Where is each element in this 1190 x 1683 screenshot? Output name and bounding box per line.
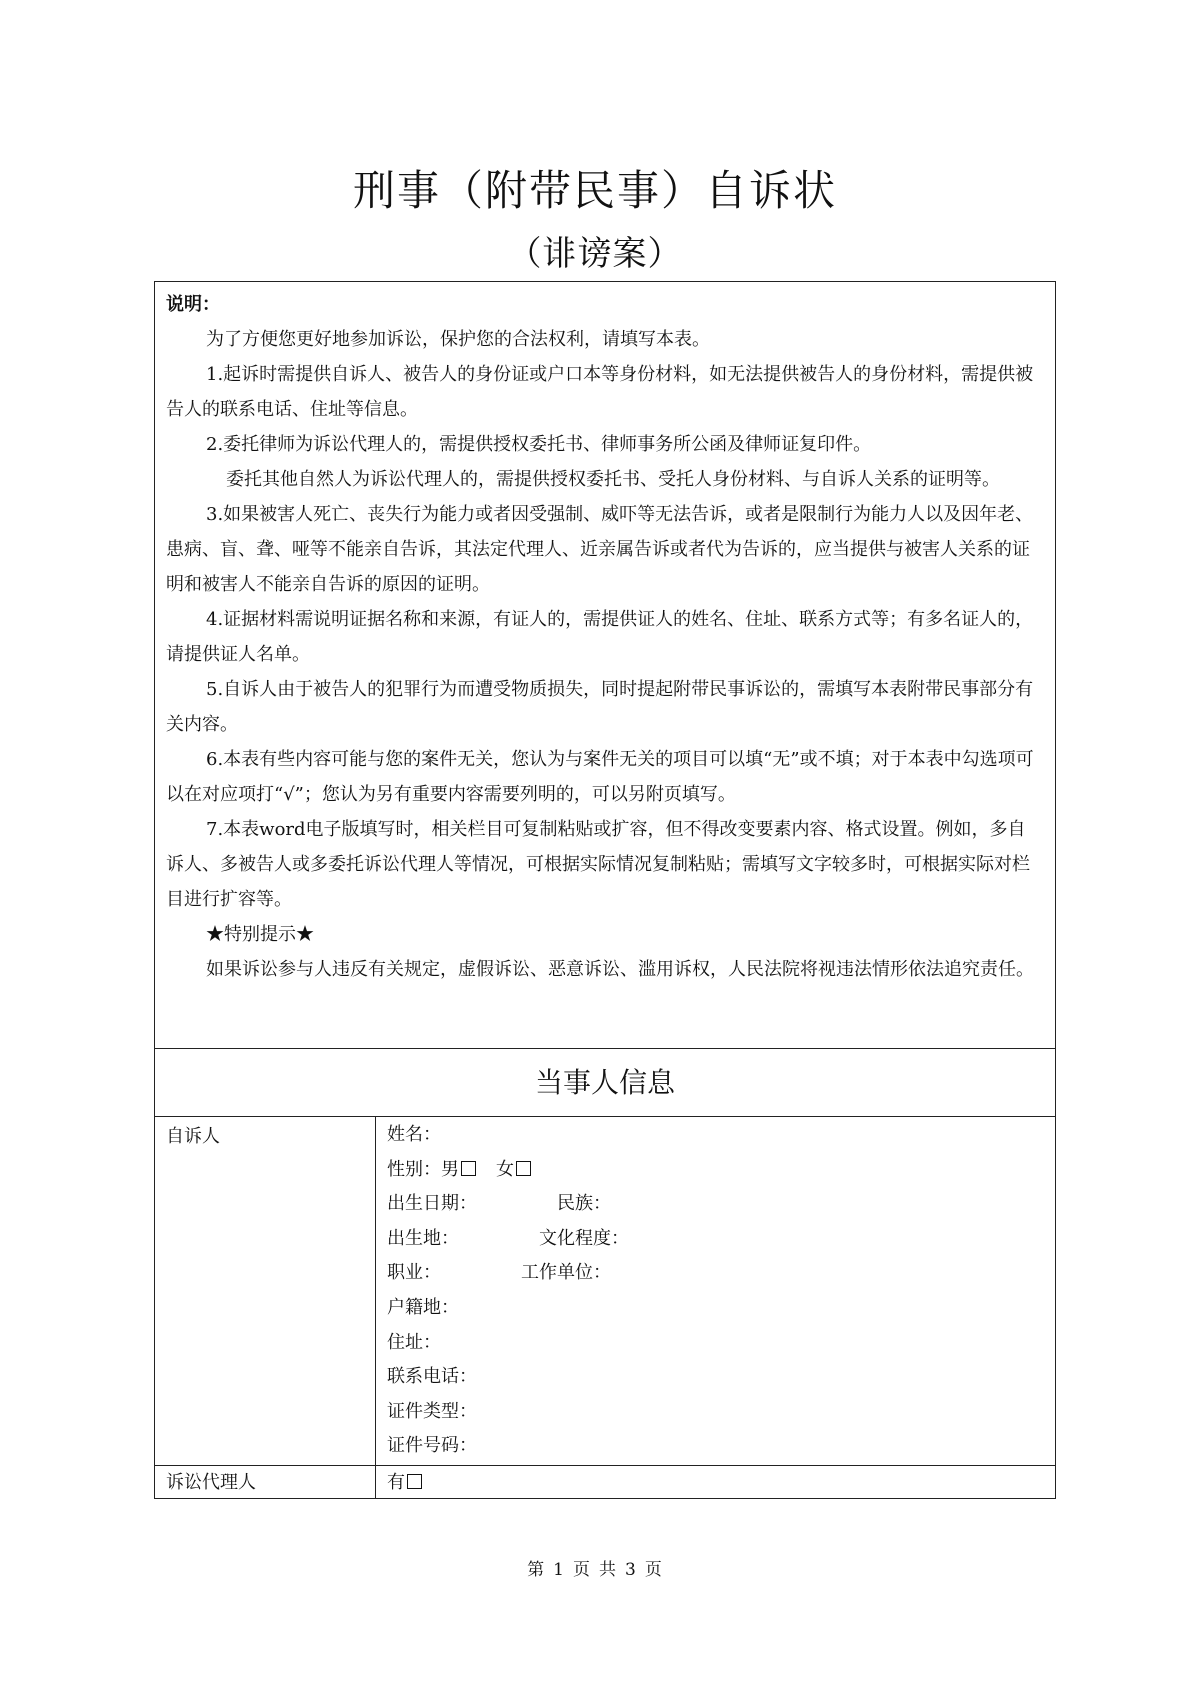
- instruction-item-6: 6.本表有些内容可能与您的案件无关，您认为与案件无关的项目可以填“无”或不填；对于本表中勾选项可以在对应项打“√”；您认为另有重要内容需要列明的，可以另附页填写。: [166, 749, 1034, 805]
- agent-label: 诉讼代理人: [166, 1472, 256, 1493]
- address-field[interactable]: [387, 1326, 629, 1361]
- address-label: 住址：: [387, 1331, 441, 1353]
- instruction-item-1: 1.起诉时需提供自诉人、被告人的身份证或户口本等身份材料，如无法提供被告人的身份材料，需提供被告人的联系电话、住址等信息。: [166, 364, 1034, 420]
- id-type-label: 证件类型：: [387, 1400, 477, 1422]
- instruction-item-7: 7.本表word电子版填写时，相关栏目可复制粘贴或扩容，但不得改变要素内容、格式设置。例如，多自诉人、多被告人或多委托诉讼代理人等情况，可根据实际情况复制粘贴；需填写文字较多时，可根据实际对栏目进行扩容等。: [166, 819, 1030, 910]
- instruction-item-3: 3.如果被害人死亡、丧失行为能力或者因受强制、威吓等无法告诉，或者是限制行为能力人以及因年老、患病、盲、聋、哑等不能亲自告诉，其法定代理人、近亲属告诉或者代为告诉的，应当提供与被害人关系的证明和被害人不能亲自告诉的原因的证明。: [166, 504, 1034, 595]
- total-word: 共: [599, 1560, 617, 1580]
- female-checkbox[interactable]: [516, 1161, 531, 1176]
- instructions-section: [155, 282, 1054, 987]
- form-table: [154, 281, 1056, 1499]
- birth-ethnicity-row: [387, 1187, 629, 1222]
- agent-has-checkbox[interactable]: [407, 1474, 422, 1489]
- column-divider: [375, 1117, 376, 1499]
- household-registration-label: 户籍地：: [387, 1296, 459, 1318]
- total-unit: 页: [644, 1560, 663, 1580]
- name-field[interactable]: [387, 1118, 629, 1153]
- instruction-item-4: 4.证据材料需说明证据名称和来源，有证人的，需提供证人的姓名、住址、联系方式等；有多名证人的，请提供证人名单。: [166, 609, 1034, 665]
- instructions-intro: 为了方便您更好地参加诉讼，保护您的合法权利，请填写本表。: [206, 329, 710, 350]
- workplace-label[interactable]: 工作单位：: [521, 1262, 611, 1284]
- household-registration-field[interactable]: [387, 1291, 629, 1326]
- name-label: 姓名：: [387, 1124, 441, 1145]
- page-unit: 页: [573, 1560, 591, 1580]
- document-title: 刑事（附带民事）自诉状: [352, 166, 837, 215]
- plaintiff-fields: [387, 1118, 629, 1464]
- special-notice-text: 如果诉讼参与人违反有关规定，虚假诉讼、恶意诉讼、滥用诉权，人民法院将视违法情形依法追究责任。: [206, 959, 1034, 980]
- id-number-label: 证件号码：: [387, 1435, 477, 1457]
- instructions-heading: 说明：: [166, 294, 220, 315]
- male-label: 男: [441, 1158, 459, 1180]
- table-divider: [155, 1116, 1055, 1117]
- special-notice-heading: ★特别提示★: [206, 924, 314, 945]
- document-subtitle: （诽谤案）: [507, 234, 683, 274]
- page-footer: [0, 1555, 1190, 1580]
- phone-field[interactable]: [387, 1360, 629, 1395]
- male-checkbox[interactable]: [461, 1161, 476, 1176]
- occupation-label[interactable]: 职业：: [387, 1262, 441, 1284]
- table-divider: [155, 1465, 1055, 1466]
- female-label: 女: [496, 1158, 514, 1180]
- plaintiff-label: 自诉人: [166, 1126, 220, 1147]
- ethnicity-label[interactable]: 民族：: [557, 1193, 611, 1215]
- page-word: 第: [527, 1560, 546, 1580]
- instruction-item-5: 5.自诉人由于被告人的犯罪行为而遭受物质损失，同时提起附带民事诉讼的，需填写本表附带民事部分有关内容。: [166, 679, 1034, 735]
- total-pages: 3: [625, 1560, 637, 1580]
- occupation-workplace-row: [387, 1256, 629, 1291]
- education-label[interactable]: 文化程度：: [539, 1227, 629, 1249]
- instruction-item-2: 2.委托律师为诉讼代理人的，需提供授权委托书、律师事务所公函及律师证复印件。: [206, 434, 872, 455]
- birthplace-education-row: [387, 1222, 629, 1257]
- agent-has-label: 有: [387, 1472, 405, 1493]
- gender-label: 性别：: [387, 1158, 441, 1180]
- id-type-field[interactable]: [387, 1395, 629, 1430]
- party-info-heading: 当事人信息: [534, 1066, 675, 1099]
- agent-has-option: [387, 1466, 422, 1501]
- instruction-item-2-continued: 委托其他自然人为诉讼代理人的，需提供授权委托书、受托人身份材料、与自诉人关系的证明等。: [226, 469, 1000, 490]
- id-number-field[interactable]: [387, 1429, 629, 1464]
- agent-fields: [387, 1466, 422, 1501]
- phone-label: 联系电话：: [387, 1366, 477, 1388]
- birthplace-label[interactable]: 出生地：: [387, 1227, 459, 1249]
- birth-date-label[interactable]: 出生日期：: [387, 1193, 477, 1215]
- page-number: 1: [553, 1560, 565, 1580]
- gender-field: [387, 1153, 629, 1188]
